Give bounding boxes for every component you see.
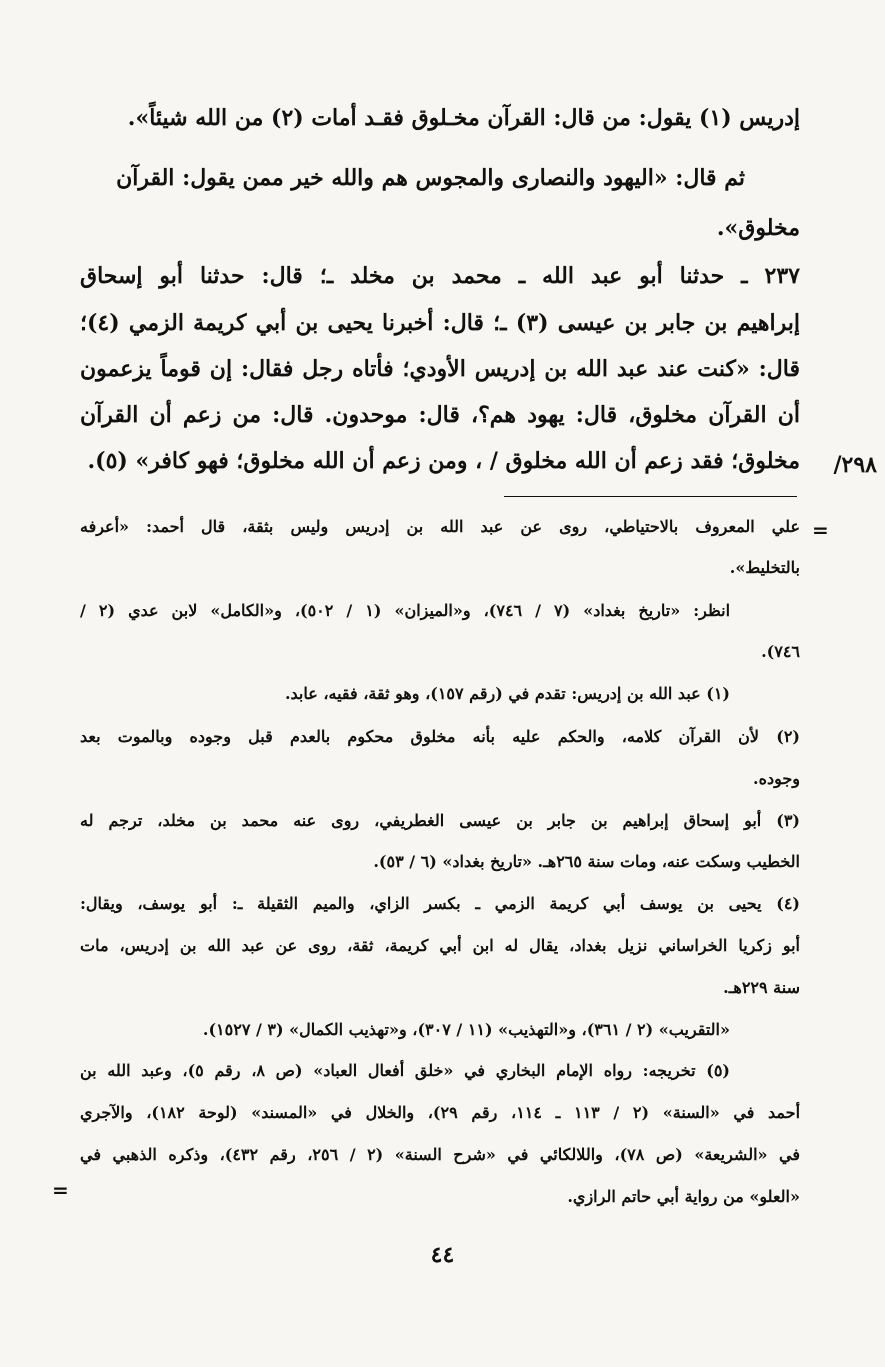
footnote-divider [504,496,797,497]
continuation-marker: = [812,518,829,542]
footnote-line-8: (٣) أبو إسحاق إبراهيم بن جابر بن عيسى الغطريفي، روى عنه محمد بن مخلد، ترجم له [80,811,800,830]
page-break-marker: /٢٩٨ [833,452,877,478]
footnote-line-7: وجوده. [753,769,800,788]
footnote-line-9: الخطيب وسكت عنه، ومات سنة ٢٦٥هـ. «تاريخ بغداد» (٦ / ٥٣). [373,852,800,871]
footnote-line-3: انظر: «تاريخ بغداد» (٧ / ٧٤٦)، و«الميزان» (١ / ٥٠٢)، و«الكامل» لابن عدي (٢ / [80,601,731,620]
body-line-8: مخلوق؛ فقد زعم أن الله مخلوق / ، ومن زعم أن الله مخلوق؛ فهو كافر» (٥). [87,448,800,474]
page-number: ٤٤ [430,1242,455,1268]
footnote-line-10: (٤) يحيى بن يوسف أبي كريمة الزمي ـ بكسر الزاي، والميم الثقيلة ـ: أبو يوسف، ويقال: [80,894,800,913]
footnote-line-12: سنة ٢٢٩هـ. [723,978,800,997]
footnote-line-2: بالتخليط». [729,558,800,577]
body-line-5: إبراهيم بن جابر بن عيسى (٣) ـ؛ قال: أخبرنا يحيى بن أبي كريمة الزمي (٤)؛ [80,310,800,336]
body-line-3: مخلوق». [716,215,800,241]
footnote-line-14: (٥) تخريجه: رواه الإمام البخاري في «خلق أفعال العباد» (ص ٨، رقم ٥)، وعبد الله بن [80,1061,730,1080]
body-line-7: أن القرآن مخلوق، قال: يهود هم؟، قال: موحدون. قال: من زعم أن القرآن [80,402,800,428]
footnote-line-13: «التقريب» (٢ / ٣٦١)، و«التهذيب» (١١ / ٣٠٧)، و«تهذيب الكمال» (٣ / ١٥٢٧). [202,1020,730,1039]
footnote-line-5: (١) عبد الله بن إدريس: تقدم في (رقم ١٥٧)، وهو ثقة، فقيه، عابد. [284,684,730,703]
footnote-line-16: في «الشريعة» (ص ٧٨)، واللالكائي في «شرح السنة» (٢ / ٢٥٦، رقم ٤٣٢)، وذكره الذهبي في [80,1145,801,1164]
body-line-2: ثم قال: «اليهود والنصارى والمجوس هم والله خير ممن يقول: القرآن [116,165,745,191]
body-line-1: إدريس (١) يقول: من قال: القرآن مخـلوق فقـد أمات (٢) من الله شيئاً». [127,105,800,131]
body-line-6: قال: «كنت عند عبد الله بن إدريس الأودي؛ فأتاه رجل فقال: إن قوماً يزعمون [80,356,800,382]
footnote-line-6: (٢) لأن القرآن كلامه، والحكم عليه بأنه مخلوق محكوم بالعدم قبل وجوده وبالموت بعد [80,727,800,746]
body-line-4: ٢٣٧ ـ حدثنا أبو عبد الله ـ محمد بن مخلد ـ؛ قال: حدثنا أبو إسحاق [80,263,800,289]
footnote-line-11: أبو زكريا الخراساني نزيل بغداد، يقال له ابن أبي كريمة، ثقة، روى عن عبد الله بن إدريس، مات [80,936,801,955]
footnote-line-4: ٧٤٦). [761,642,800,661]
footnote-line-17: «العلو» من رواية أبي حاتم الرازي. [567,1187,800,1206]
end-marker: = [52,1178,69,1202]
footnote-line-1: علي المعروف بالاحتياطي، روى عن عبد الله بن إدريس وليس بثقة، قال أحمد: «أعرفه [80,517,800,536]
footnote-line-15: أحمد في «السنة» (٢ / ١١٣ ـ ١١٤، رقم ٢٩)، والخلال في «المسند» (لوحة ١٨٢)، والآجري [80,1103,801,1122]
